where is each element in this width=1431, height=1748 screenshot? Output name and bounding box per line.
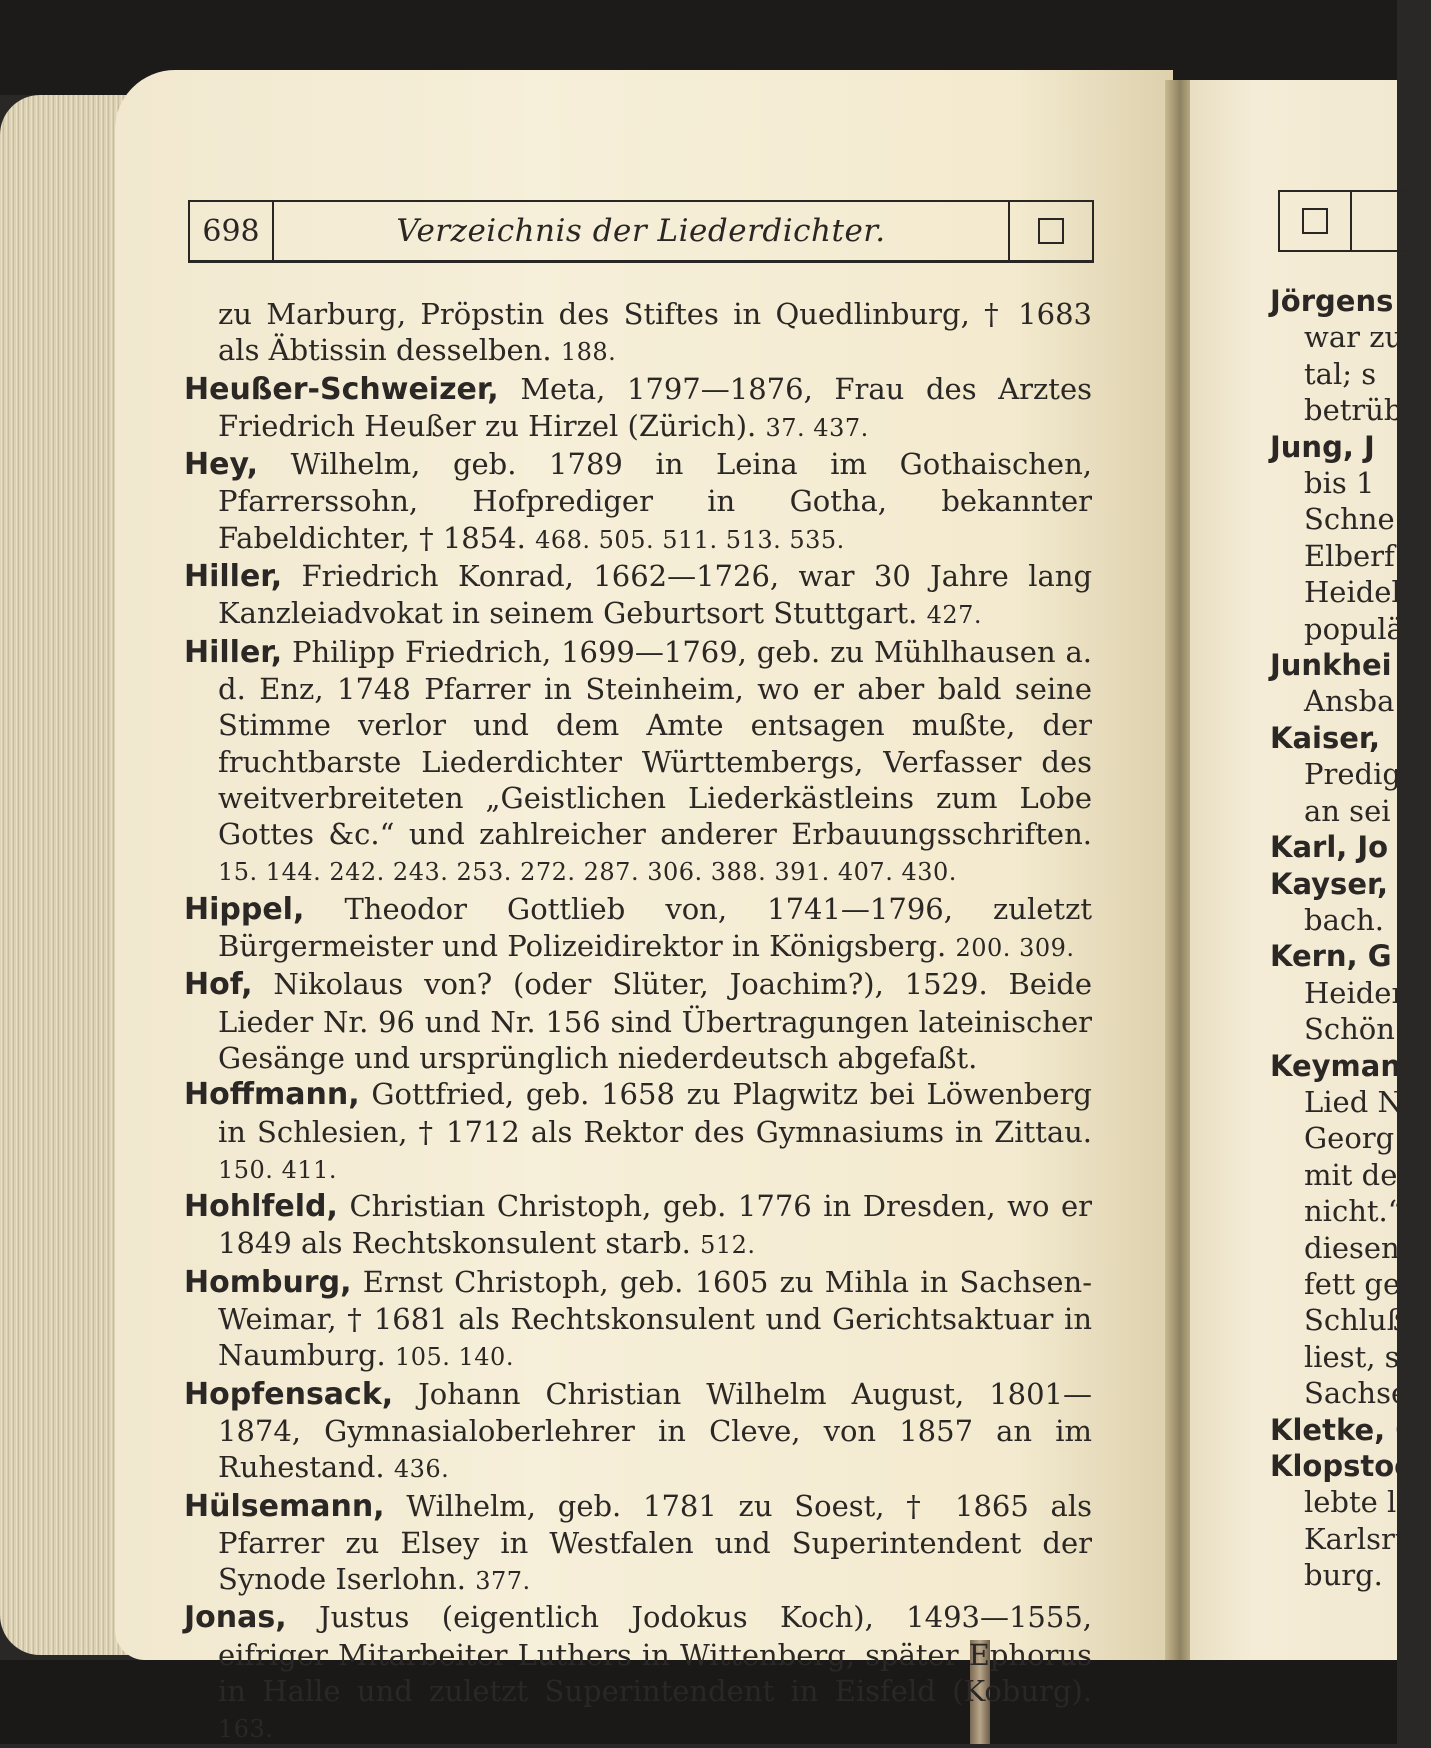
right-page-line: Karl, Jo [1270,830,1389,865]
entry-text: Meta, 1797—1876, Frau des Arztes Friedrich Heußer zu Hirzel (Zürich). [218,371,1093,443]
entry-text: Christian Christoph, geb. 1776 in Dresden, wo er 1849 als Rechtskonsulent starb. [218,1189,1092,1261]
entry-text: Nikolaus von? (oder Slüter, Joachim?), 1529. Beide Lieder Nr. 96 und Nr. 156 sind Übertragungen lateinischer Gesänge und ursprünglich niederdeutsch abgefaßt. [218,967,1093,1075]
right-page-line: burg. [1304,1558,1383,1593]
index-entry [184,446,1092,558]
index-entry [184,1188,1092,1264]
entry-text: Wilhelm, geb. 1789 in Leina im Gothaischen, Pfarrerssohn, Hofprediger in Gotha, bekannter Fabeldichter, † 1854. [218,447,1092,555]
entry-name: Hülsemann, [184,1488,385,1524]
right-header-ornament-box [1280,192,1352,250]
right-page-line: Schön [1304,1012,1395,1047]
right-page-line: Jung, J [1270,429,1375,464]
hymn-references: 105. 140. [394,1343,514,1372]
entry-text: Justus (eigentlich Jodokus Koch), 1493—1555, eifriger Mitarbeiter Luthers in Wittenberg, später Ephorus in Halle und zuletzt Superintendent in Eisfeld (Koburg). [218,1600,1093,1708]
right-page-line: nicht.“ [1304,1194,1403,1229]
right-page-line: Ansba [1304,684,1395,719]
hymn-references: 15. 144. 242. 243. 253. 272. 287. 306. 388. 391. 407. 430. [218,858,957,887]
right-page-line: Schne [1304,502,1395,537]
page-title: Verzeichnis der Liederdichter. [396,213,886,249]
index-entry [184,1599,1092,1747]
right-page-line: an sei [1304,793,1391,828]
entry-text: Friedrich Konrad, 1662—1726, war 30 Jahre lang Kanzleiadvokat in seinem Geburtsort Stuttgart. [218,559,1093,631]
hymn-references: 427. [926,601,983,630]
page-number: 698 [190,202,274,260]
hymn-references: 150. 411. [218,1155,338,1184]
right-page-line: diesen [1304,1230,1400,1265]
entry-name: Homburg, [184,1264,352,1300]
hymn-references: 512. [700,1231,756,1260]
entry-text: Wilhelm, geb. 1781 zu Soest, † 1865 als Pfarrer zu Elsey in Westfalen und Superintendent der Synode Iserlohn. [218,1488,1093,1597]
right-page-line: Kayser, [1270,866,1389,901]
entry-name: Hey, [184,447,259,483]
index-entry [184,371,1092,447]
right-running-header [1278,190,1410,252]
hymn-references: 436. [393,1455,450,1484]
hymn-references: 377. [475,1567,531,1596]
running-header [188,200,1094,263]
right-page-line: Junkhei [1270,648,1392,683]
square-ornament-icon [1302,208,1328,234]
entry-text: Gottfried, geb. 1658 zu Plagwitz bei Löwenberg in Schlesien, † 1712 als Rektor des Gymnasiums in Zittau. [218,1077,1092,1149]
entry-text: Ernst Christoph, geb. 1605 zu Mihla in Sachsen-Weimar, † 1681 als Rechtskonsulent und Gerichtsaktuar in Naumburg. [218,1264,1093,1373]
entry-text: Johann Christian Wilhelm August, 1801—1874, Gymnasialoberlehrer in Cleve, von 1857 an im Ruhestand. [218,1376,1092,1485]
entry-name: Hippel, [184,891,305,927]
index-entry [184,296,1092,371]
right-page-text [1270,283,1431,1594]
header-ornament-box [1008,202,1092,260]
entry-name: Hohlfeld, [184,1189,338,1225]
right-page-line: Kern, G [1270,939,1392,974]
hymn-references: 163. [218,1715,274,1744]
right-page-line: mit de [1304,1157,1398,1192]
entry-name: Jonas, [184,1600,287,1636]
index-entry [184,966,1092,1076]
right-page-line: Schluß [1304,1303,1407,1338]
right-page-line: tal; s [1304,356,1377,391]
entry-name: Hiller, [184,559,283,595]
entry-name: Hiller, [184,634,283,670]
right-page-line: bach. [1304,902,1384,937]
right-page-line: Georg [1304,1121,1395,1156]
hymn-references: 200. 309. [955,934,1075,963]
right-page-line: Karlsru [1304,1521,1414,1556]
index-entry [184,634,1092,891]
poet-index-entries [184,296,1092,1748]
right-page-line: Lied N [1304,1084,1403,1119]
index-entry [184,891,1092,967]
right-page-line: Sachse [1304,1376,1409,1411]
right-page-line: war zu [1304,320,1404,355]
right-page-line: Elberf [1304,538,1395,573]
hymn-references: 37. 437. [765,413,869,442]
entry-name: Hoffmann, [184,1077,360,1113]
hymn-references: 188. [560,338,617,367]
index-entry [184,558,1092,634]
entry-name: Heußer-Schweizer, [184,371,499,407]
right-page-line: Kletke, G [1270,1412,1420,1447]
right-page-line: Predig [1304,757,1401,792]
index-entry [184,1264,1092,1376]
right-page-line: Heiden [1304,975,1411,1010]
right-page-line: Keymann [1270,1048,1422,1083]
hymn-references: 468. 505. 511. 513. 535. [535,525,845,554]
right-page-line: Kaiser, [1270,720,1380,755]
square-ornament-icon [1038,218,1064,244]
right-page-line: liest, s [1304,1339,1400,1374]
right-page-line: bis 1 [1304,466,1375,501]
entry-text: zu Marburg, Pröpstin des Stiftes in Quedlinburg, † 1683 als Äbtissin desselben. [218,297,1092,368]
entry-text: Theodor Gottlieb von, 1741—1796, zuletzt Bürgermeister und Polizeidirektor in Königsberg. [218,891,1093,964]
index-entry [184,1376,1092,1488]
right-page-line: betrüb [1304,393,1403,428]
index-entry [184,1076,1092,1188]
right-page-line: Klopstock [1270,1449,1431,1483]
right-page-line: Heidel [1304,575,1401,610]
index-entry [184,1488,1092,1600]
entry-name: Hof, [184,967,253,1003]
entry-text: Philipp Friedrich, 1699—1769, geb. zu Mühlhausen a. d. Enz, 1748 Pfarrer in Steinheim, wo er aber bald seine Stimme verlor und dem Amte entsagen mußte, der fruchtbarste Liederdichter Württembergs, Verfasser des weitverbreiteten „Geistlichen Liederkästleins zum Lobe Gottes &c.“ und zahlreicher anderer Erbauungsschriften. [218,634,1092,852]
right-page-line: lebte l [1304,1485,1397,1520]
page-edges [0,95,130,1655]
right-page-line: fett ge [1304,1266,1401,1301]
right-page-line: Jörgens [1270,284,1394,318]
entry-name: Hopfensack, [184,1376,394,1412]
right-page-line: populä [1304,611,1404,646]
